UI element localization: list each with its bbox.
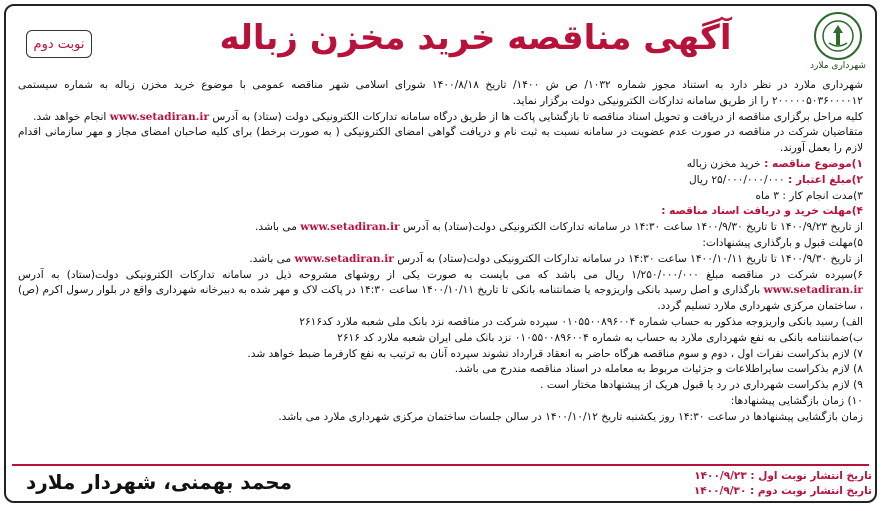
footer-divider — [12, 464, 869, 466]
item-4-text-b: می باشد. — [255, 221, 297, 234]
item-2-label: ۲)مبلغ اعتبار : — [788, 173, 863, 186]
item-4-text — [18, 220, 863, 236]
item-8: ۸) لازم بذکراست سایراطلاعات و جزئیات مربوط به معامله در اسناد مناقصه مندرج می باشد. — [454, 363, 863, 376]
item-2-value: ۲۵/۰۰۰/۰۰۰/۰۰۰ ریال — [688, 173, 785, 186]
edition-badge: نوبت دوم — [26, 30, 92, 58]
item-1-label: ۱)موضوع مناقصه : — [764, 157, 863, 170]
item-5-label: ۵)مهلت قبول و بارگذاری پیشنهادات: — [702, 236, 863, 249]
municipality-seal-icon — [814, 12, 862, 60]
item-7: ۷) لازم بذکراست نفرات اول ، دوم و سوم مناقصه هرگاه حاضر به انعقاد قرارداد نشوند سپرده آنان به ترتیب به نفع کارفرما ضبط خواهد شد. — [247, 347, 863, 360]
intro2-text-a: کلیه مراحل برگزاری مناقصه از دریافت و تحویل اسناد مناقصه تا بازگشایی پاکت ها از طریق درگاه سامانه تدارکات الکترونیکی دولت (ستاد) به آدرس — [212, 110, 863, 123]
item-10-text: زمان بازگشایی پیشنهادها در ساعت ۱۴:۳۰ روز یکشنبه تاریخ ۱۴۰۰/۱۰/۱۲ در سالن جلسات ساختمان مرکزی شهرداری ملارد می باشد. — [278, 410, 863, 423]
item-4-label: ۴)مهلت خرید و دریافت اسناد مناقصه : — [661, 205, 863, 218]
item-3: ۳)مدت انجام کار : ۳ ماه — [755, 189, 863, 202]
item-2 — [18, 173, 863, 189]
intro2-text-b: انجام خواهد شد. — [33, 110, 107, 123]
item-6 — [18, 268, 863, 315]
intro-paragraph-1: شهرداری ملارد در نظر دارد به استناد مجوز شماره ۱۰۳۲/ ص ش ۱۴۰۰/ تاریخ ۱۴۰۰/۸/۱۸ شورای اسلامی شهر مناقصه عمومی با موضوع خرید مخزن زباله به شماره سیستمی ۲۰۰۰۰۰۵۰۳۶۰۰۰۰۱۲ را از طریق سامانه تدارکات الکترونیکی دولت برگزار نماید. — [18, 79, 864, 107]
setadiran-link[interactable]: www.setadiran.ir — [300, 221, 400, 234]
publish-date-2: تاریخ انتشار نوبت دوم : ۱۴۰۰/۹/۳۰ — [693, 485, 872, 497]
item-6-alef: الف) رسید بانکی واریزوجه مذکور به حساب شماره ۰۱۰۵۵۰۰۸۹۶۰۰۴ سپرده شرکت در مناقصه نزد بانک ملی شعبه ملارد کد۲۶۱۶ — [299, 315, 863, 328]
item-6-text-a: ۶)سپرده شرکت در مناقصه مبلغ ۱/۲۵۰/۰۰۰/۰۰۰ ریال می باشد که می بایست به صورت یکی از روشهای مشروحه ذیل در سامانه تدارکات الکترونیکی دولت(ستاد) به آدرس — [18, 268, 863, 281]
item-6-text-b: بارگذاری و اصل رسید بانکی واریزوجه یا ضمانتنامه بانکی تا تاریخ ۱۴۰۰/۱۰/۱۱ ساعت ۱۴:۳۰ در پاکت لاک و مهر شده به دبیرخانه شهرداری واقع در بلوار رسول اکرم (ص) ، ساختمان مرکزی شهرداری ملارد تسلیم گردد. — [18, 284, 863, 313]
item-1-value: خرید مخزن زباله — [686, 157, 761, 170]
item-6-be: ب)ضمانتنامه بانکی به نفع شهرداری ملارد به حساب به شماره ۰۱۰۵۵۰۰۸۹۶۰۰۴ نزد بانک ملی ایران شعبه ملارد کد ۲۶۱۶ — [337, 331, 863, 344]
setadiran-link[interactable]: www.setadiran.ir — [109, 110, 210, 123]
item-1 — [18, 157, 863, 173]
mayor-signature: محمد بهمنی، شهردار ملارد — [26, 470, 293, 494]
setadiran-link[interactable]: www.setadiran.ir — [294, 252, 394, 265]
ad-body — [18, 78, 863, 426]
item-10-label: ۱۰) زمان بازگشایی پیشنهادها: — [730, 394, 863, 407]
setadiran-link[interactable]: www.setadiran.ir — [763, 284, 863, 297]
item-5-text-b: می باشد. — [249, 252, 292, 265]
logo-label: شهرداری ملارد — [810, 61, 866, 71]
publish-dates — [682, 469, 872, 499]
item-9: ۹) لازم بذکراست شهرداری در رد یا قبول هریک از پیشنهادها مختار است . — [540, 379, 863, 392]
ad-header — [6, 6, 875, 74]
item-5-text — [18, 252, 863, 268]
intro-paragraph-3: متقاضیان شرکت در مناقصه در صورت عدم عضویت در سامانه نسبت به ثبت نام و دریافت گواهی امضای الکترونیکی ( به صورت برخط) برای کلیه صاحبان امضای مجاز و مهر سازمانی اقدام لازم را بعمل آورند. — [18, 126, 863, 155]
item-5-text-a: از تاریخ ۱۴۰۰/۹/۳۰ تا تاریخ ۱۴۰۰/۱۰/۱۱ ساعت ۱۴:۳۰ در سامانه تدارکات الکترونیکی دولت(ستاد) به آدرس — [397, 252, 863, 265]
municipality-logo — [809, 12, 867, 70]
ad-frame — [4, 4, 877, 503]
intro-paragraph-2 — [18, 110, 863, 126]
item-4-text-a: از تاریخ ۱۴۰۰/۹/۲۳ تا تاریخ ۱۴۰۰/۹/۳۰ ساعت ۱۴:۳۰ در سامانه تدارکات الکترونیکی دولت(ستاد) به آدرس — [402, 221, 863, 234]
ad-title: آگهی مناقصه خرید مخزن زباله — [219, 18, 732, 58]
publish-date-1: تاریخ انتشار نوبت اول : ۱۴۰۰/۹/۲۳ — [694, 470, 872, 482]
